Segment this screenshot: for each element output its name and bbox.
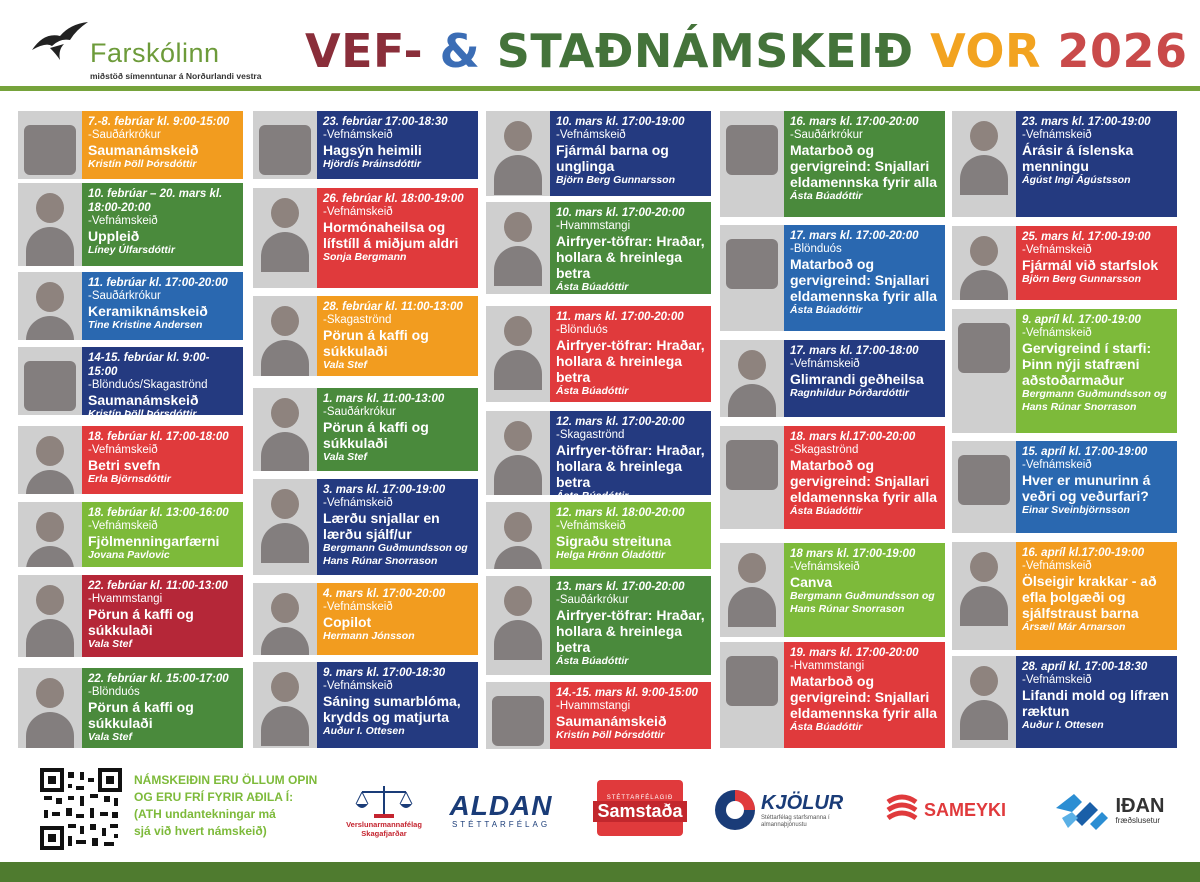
course-date: 18. mars kl.17:00-20:00 (790, 431, 916, 443)
course-date: 12. mars kl. 17:00-20:00 (556, 416, 685, 428)
course-location: -Vefnámskeið (323, 497, 393, 509)
course-card (253, 296, 478, 376)
course-date: 28. febrúar kl. 11:00-13:00 (323, 301, 463, 313)
sponsor-sub: Stéttarfélag starfsmanna í almannaþjónustu (761, 814, 830, 828)
course-date: 22. febrúar kl. 15:00-17:00 (88, 673, 229, 685)
course-photo (18, 426, 82, 494)
course-photo (18, 183, 82, 266)
course-location: -Vefnámskeið (1022, 327, 1092, 339)
course-photo (720, 111, 784, 217)
course-name: Hormónaheilsa og lífstíll á miðjum aldri (323, 219, 459, 251)
course-date: 17. mars kl. 17:00-18:00 (790, 345, 919, 357)
course-location: -Vefnámskeið (1022, 129, 1092, 141)
course-card (720, 642, 945, 748)
course-date: 7.-8. febrúar kl. 9:00-15:00 (88, 116, 230, 128)
course-photo (486, 306, 550, 402)
course-info (784, 543, 945, 637)
course-instructor: Vala Stef (88, 638, 132, 650)
course-instructor: Ásta Búadóttir (556, 490, 629, 502)
course-info (317, 111, 478, 179)
course-location: -Vefnámskeið (323, 129, 393, 141)
course-info (317, 662, 478, 748)
course-location: -Blönduós/Skagaströnd (88, 379, 208, 391)
top-divider (0, 86, 1200, 91)
course-photo (952, 656, 1016, 748)
course-photo (952, 542, 1016, 650)
course-instructor: Kristín Þöll Þórsdóttir (556, 729, 665, 741)
course-instructor: Líney Úlfarsdóttir (88, 244, 175, 256)
course-name: Hagsýn heimili (323, 142, 422, 158)
bird-logo-icon (30, 20, 90, 62)
course-location: -Skagaströnd (790, 444, 859, 456)
course-instructor: Björn Berg Gunnarsson (1022, 273, 1142, 285)
course-name: Fjölmenningarfærni (88, 533, 220, 549)
course-photo (720, 642, 784, 748)
course-instructor: Ásta Búadóttir (556, 281, 629, 293)
course-date: 4. mars kl. 17:00-20:00 (323, 588, 446, 600)
course-info (82, 347, 243, 420)
course-date: 10. febrúar – 20. mars kl. 18:00-20:00 (88, 188, 223, 214)
course-info (784, 642, 945, 748)
sponsor-samstada (597, 780, 683, 836)
course-name: Matarboð og gervigreind: Snjallari eldamennska fyrir alla (790, 142, 938, 190)
course-location: -Vefnámskeið (1022, 560, 1092, 572)
course-card (18, 272, 243, 340)
course-card (952, 111, 1177, 217)
course-location: -Skagaströnd (323, 314, 392, 326)
course-instructor: Ásta Búadóttir (790, 505, 863, 517)
course-info (550, 306, 711, 402)
course-location: -Sauðárkrókur (790, 129, 863, 141)
course-date: 13. mars kl. 17:00-20:00 (556, 581, 685, 593)
course-photo (253, 583, 317, 655)
logo-tagline: miðstöð símenntunar á Norðurlandi vestra (90, 71, 262, 81)
course-location: -Vefnámskeið (1022, 459, 1092, 471)
course-instructor: Hermann Jónsson (323, 630, 415, 642)
course-photo (253, 296, 317, 376)
course-date: 28. apríl kl. 17:00-18:30 (1022, 661, 1148, 673)
course-card (253, 388, 478, 471)
course-location: -Vefnámskeið (323, 206, 393, 218)
course-photo (18, 502, 82, 567)
course-name: Airfryer-töfrar: Hraðar, hollara & hreinlega betra (556, 337, 705, 385)
sponsor-name: ALDAN (449, 789, 553, 821)
course-name: Airfryer-töfrar: Hraðar, hollara & hreinlega betra (556, 233, 705, 281)
course-card (18, 183, 243, 266)
course-instructor: Ásta Búadóttir (556, 385, 629, 397)
course-location: -Vefnámskeið (556, 129, 626, 141)
course-location: -Vefnámskeið (323, 680, 393, 692)
course-photo (253, 188, 317, 288)
course-photo (952, 111, 1016, 217)
title-part-amp: & (439, 24, 481, 78)
course-location: -Vefnámskeið (1022, 244, 1092, 256)
course-instructor: Erla Björnsdóttir (88, 473, 171, 485)
course-name: Canva (790, 574, 833, 590)
course-info (550, 502, 711, 569)
course-instructor: Kristín Þöll Þórsdóttir (88, 158, 197, 170)
course-location: -Vefnámskeið (790, 561, 860, 573)
course-photo (720, 225, 784, 331)
sponsor-name: KJÖLUR (761, 791, 844, 814)
sponsor-name: IÐAN (1115, 794, 1165, 817)
notice-line-4: sjá við hvert námskeið) (134, 824, 267, 838)
notice-line-3: (ATH undantekningar má (134, 807, 276, 821)
course-instructor: Vala Stef (88, 731, 132, 743)
course-location: -Vefnámskeið (88, 520, 158, 532)
course-instructor: Bergmann Guðmundsson og Hans Rúnar Snorrason (1022, 388, 1167, 413)
course-date: 16. apríl kl.17:00-19:00 (1022, 547, 1145, 559)
course-name: Pörun á kaffi og súkkulaði (88, 606, 194, 638)
course-instructor: Jovana Pavlovic (88, 549, 170, 561)
course-info (1016, 656, 1177, 748)
logo-name: Farskólinn (90, 38, 220, 68)
course-instructor: Ásta Búadóttir (556, 655, 629, 667)
course-date: 9. mars kl. 17:00-18:30 (323, 667, 446, 679)
course-photo (18, 111, 82, 179)
sponsor-kjolur (710, 786, 850, 834)
course-name: Matarboð og gervigreind: Snjallari eldamennska fyrir alla (790, 673, 938, 721)
course-info (1016, 542, 1177, 650)
course-date: 18. febrúar kl. 17:00-18:00 (88, 431, 229, 443)
course-card (18, 426, 243, 494)
course-photo (486, 202, 550, 294)
course-card (486, 306, 711, 402)
course-instructor: Auður I. Ottesen (1022, 719, 1104, 731)
sponsor-sub: STÉTTARFÉLAG (451, 819, 551, 829)
course-date: 19. mars kl. 17:00-20:00 (790, 647, 919, 659)
course-date: 26. febrúar kl. 18:00-19:00 (323, 193, 464, 205)
sponsor-sub: STÉTTARFÉLAGIÐ (606, 794, 674, 801)
course-card (18, 502, 243, 567)
course-card (486, 202, 711, 294)
course-card (18, 575, 243, 657)
course-card (18, 111, 243, 179)
course-card (253, 111, 478, 179)
course-name: Pörun á kaffi og súkkulaði (323, 327, 429, 359)
course-name: Uppleið (88, 228, 140, 244)
sponsor-aldan (448, 786, 554, 834)
course-date: 1. mars kl. 11:00-13:00 (323, 393, 445, 405)
course-instructor: Björn Berg Gunnarsson (556, 174, 676, 186)
course-instructor: Tine Kristine Andersen (88, 319, 203, 331)
course-info (1016, 111, 1177, 217)
course-info (317, 296, 478, 376)
course-info (784, 225, 945, 331)
sponsor-name: Samstaða (593, 801, 686, 822)
course-date: 22. febrúar kl. 11:00-13:00 (88, 580, 228, 592)
course-photo (18, 668, 82, 748)
course-info (1016, 441, 1177, 533)
course-info (317, 188, 478, 288)
course-photo (486, 502, 550, 569)
course-instructor: Ágúst Ingi Ágústsson (1022, 174, 1131, 186)
course-instructor: Vala Stef (323, 451, 367, 463)
course-card (720, 543, 945, 637)
course-card (952, 656, 1177, 748)
notice-line-1: NÁMSKEIÐIN ERU ÖLLUM OPIN (134, 773, 318, 787)
header (0, 0, 1200, 90)
sponsor-sub: fræðslusetur (1115, 815, 1161, 825)
course-card (486, 682, 711, 749)
course-card (720, 111, 945, 217)
bottom-divider (0, 862, 1200, 882)
course-instructor: Ásta Búadóttir (790, 304, 863, 316)
course-photo (253, 479, 317, 575)
course-date: 18. febrúar kl. 13:00-16:00 (88, 507, 229, 519)
sponsor-verslunarmannafelag (345, 776, 423, 846)
course-card (720, 426, 945, 529)
course-instructor: Helga Hrönn Óladóttir (556, 549, 666, 561)
course-location: -Sauðárkrókur (88, 129, 161, 141)
scales-icon (354, 784, 414, 820)
course-name: Lærðu snjallar en lærðu sjálf/ur (323, 510, 440, 542)
course-location: -Hvammstangi (556, 700, 631, 712)
course-instructor: Kristín Þöll Þórsdóttir (88, 408, 197, 420)
course-name: Keramiknámskeið (88, 303, 208, 319)
course-card (253, 662, 478, 748)
course-instructor: Ásta Búadóttir (790, 721, 863, 733)
footer-notice (134, 772, 334, 840)
sponsor-name: SAMEYKI (923, 799, 1006, 820)
course-date: 10. mars kl. 17:00-19:00 (556, 116, 685, 128)
course-location: -Hvammstangi (790, 660, 865, 672)
course-date: 14-15. febrúar kl. 9:00-15:00 (88, 352, 210, 378)
course-date: 10. mars kl. 17:00-20:00 (556, 207, 685, 219)
course-date: 18 mars kl. 17:00-19:00 (790, 548, 916, 560)
course-info (550, 576, 711, 675)
notice-line-2: OG ERU FRÍ FYRIR AÐILA Í: (134, 790, 294, 804)
course-date: 15. apríl kl. 17:00-19:00 (1022, 446, 1148, 458)
course-photo (18, 347, 82, 415)
course-info (550, 111, 711, 196)
course-card (253, 583, 478, 655)
course-location: -Blönduós (790, 243, 842, 255)
course-location: -Skagaströnd (556, 429, 625, 441)
course-date: 23. febrúar 17:00-18:30 (323, 116, 448, 128)
kjolur-logo-icon (713, 788, 757, 832)
course-photo (18, 575, 82, 657)
course-instructor: Vala Stef (323, 359, 367, 371)
course-date: 3. mars kl. 17:00-19:00 (323, 484, 446, 496)
course-info (82, 668, 243, 748)
course-name: Matarboð og gervigreind: Snjallari eldamennska fyrir alla (790, 457, 938, 505)
course-location: -Vefnámskeið (88, 444, 158, 456)
course-card (18, 668, 243, 748)
course-photo (720, 340, 784, 417)
course-card (720, 225, 945, 331)
course-info (550, 682, 711, 749)
course-card (486, 411, 711, 502)
course-card (952, 542, 1177, 650)
course-photo (486, 576, 550, 675)
course-location: -Blönduós (88, 686, 140, 698)
course-instructor: Bergmann Guðmundsson og Hans Rúnar Snorrason (790, 590, 935, 615)
course-info (550, 411, 711, 502)
course-card (486, 111, 711, 196)
course-card (720, 340, 945, 417)
course-info (317, 583, 478, 655)
course-info (82, 575, 243, 657)
course-name: Matarboð og gervigreind: Snjallari eldamennska fyrir alla (790, 256, 938, 304)
course-name: Gervigreind í starfi: Þinn nýji stafræni aðstoðarmaður (1022, 340, 1152, 388)
course-location: -Vefnámskeið (790, 358, 860, 370)
course-name: Copilot (323, 614, 372, 630)
course-name: Betri svefn (88, 457, 161, 473)
page-title (305, 24, 1187, 78)
course-location: -Vefnámskeið (88, 215, 158, 227)
course-card (952, 226, 1177, 300)
course-card (18, 347, 243, 420)
course-name: Ölseigir krakkar - að efla þolgæði og sjálfstraust barna (1022, 573, 1157, 621)
course-photo (253, 662, 317, 748)
course-name: Sáning sumarblóma, krydds og matjurta (323, 693, 461, 725)
course-date: 9. apríl kl. 17:00-19:00 (1022, 314, 1141, 326)
course-photo (18, 272, 82, 340)
course-name: Pörun á kaffi og súkkulaði (88, 699, 194, 731)
course-card (486, 576, 711, 675)
course-location: -Blönduós (556, 324, 608, 336)
course-location: -Sauðárkrókur (88, 290, 161, 302)
course-instructor: Auður I. Ottesen (323, 725, 405, 737)
course-photo (952, 441, 1016, 533)
course-name: Saumanámskeið (556, 713, 667, 729)
course-location: -Sauðárkrókur (323, 406, 396, 418)
sponsor-idan (1044, 786, 1174, 834)
course-instructor: Hjördís Þráinsdóttir (323, 158, 422, 170)
course-photo (720, 426, 784, 529)
course-info (317, 388, 478, 471)
course-name: Airfryer-töfrar: Hraðar, hollara & hreinlega betra (556, 442, 705, 490)
course-photo (720, 543, 784, 637)
course-name: Sigraðu streituna (556, 533, 672, 549)
course-instructor: Einar Sveinbjörnsson (1022, 504, 1130, 516)
idan-logo-icon (1054, 788, 1110, 832)
course-date: 14.-15. mars kl. 9:00-15:00 (556, 687, 698, 699)
course-info (550, 202, 711, 294)
course-date: 12. mars kl. 18:00-20:00 (556, 507, 685, 519)
course-photo (952, 309, 1016, 433)
course-date: 23. mars kl. 17:00-19:00 (1022, 116, 1151, 128)
course-name: Glimrandi geðheilsa (790, 371, 924, 387)
course-info (1016, 226, 1177, 300)
course-info (784, 340, 945, 417)
course-info (82, 111, 243, 179)
course-info (82, 272, 243, 340)
course-name: Pörun á kaffi og súkkulaði (323, 419, 429, 451)
course-date: 11. mars kl. 17:00-20:00 (556, 311, 684, 323)
course-location: -Vefnámskeið (556, 520, 626, 532)
course-date: 17. mars kl. 17:00-20:00 (790, 230, 919, 242)
title-part-stadnamskeid: STAÐNÁMSKEIÐ (496, 24, 914, 78)
course-name: Árásir á íslenska menningu (1022, 142, 1134, 174)
title-part-year: 2026 (1057, 24, 1188, 78)
course-location: -Hvammstangi (88, 593, 163, 605)
course-instructor: Bergmann Guðmundsson og Hans Rúnar Snorrason (323, 542, 468, 567)
course-photo (952, 226, 1016, 300)
course-photo (486, 682, 550, 749)
course-photo (486, 411, 550, 495)
sameyki-logo-icon (884, 792, 920, 828)
course-location: -Vefnámskeið (323, 601, 393, 613)
course-card (952, 441, 1177, 533)
course-date: 11. febrúar kl. 17:00-20:00 (88, 277, 228, 289)
course-date: 25. mars kl. 17:00-19:00 (1022, 231, 1151, 243)
course-location: -Hvammstangi (556, 220, 631, 232)
course-card (952, 309, 1177, 433)
course-name: Fjármál við starfslok (1022, 257, 1159, 273)
course-location: -Sauðárkrókur (556, 594, 629, 606)
course-name: Hver er munurinn á veðri og veðurfari? (1022, 472, 1151, 504)
course-card (253, 479, 478, 575)
course-name: Saumanámskeið (88, 142, 199, 158)
qr-code-icon (40, 768, 122, 850)
course-photo (486, 111, 550, 196)
course-photo (253, 111, 317, 179)
course-instructor: Ragnhildur Þórðardóttir (790, 387, 909, 399)
course-card (486, 502, 711, 569)
course-instructor: Sonja Bergmann (323, 251, 407, 263)
course-info (82, 502, 243, 567)
sponsor-sameyki (874, 786, 1016, 834)
course-name: Lifandi mold og lífræn ræktun (1022, 687, 1169, 719)
course-info (82, 426, 243, 494)
course-instructor: Ásta Búadóttir (790, 190, 863, 202)
course-info (1016, 309, 1177, 433)
course-name: Airfryer-töfrar: Hraðar, hollara & hreinlega betra (556, 607, 705, 655)
course-instructor: Ársæll Már Arnarson (1022, 621, 1126, 633)
title-part-vef: VEF- (305, 24, 424, 78)
course-card (253, 188, 478, 288)
course-info (784, 426, 945, 529)
course-photo (253, 388, 317, 471)
course-name: Fjármál barna og unglinga (556, 142, 669, 174)
sponsor-name: Verslunarmannafélag Skagafjarðar (346, 820, 422, 838)
course-info (82, 183, 243, 266)
course-info (317, 479, 478, 575)
course-location: -Vefnámskeið (1022, 674, 1092, 686)
title-part-vor: VOR (930, 24, 1041, 78)
course-name: Saumanámskeið (88, 392, 199, 408)
course-info (784, 111, 945, 217)
course-date: 16. mars kl. 17:00-20:00 (790, 116, 919, 128)
